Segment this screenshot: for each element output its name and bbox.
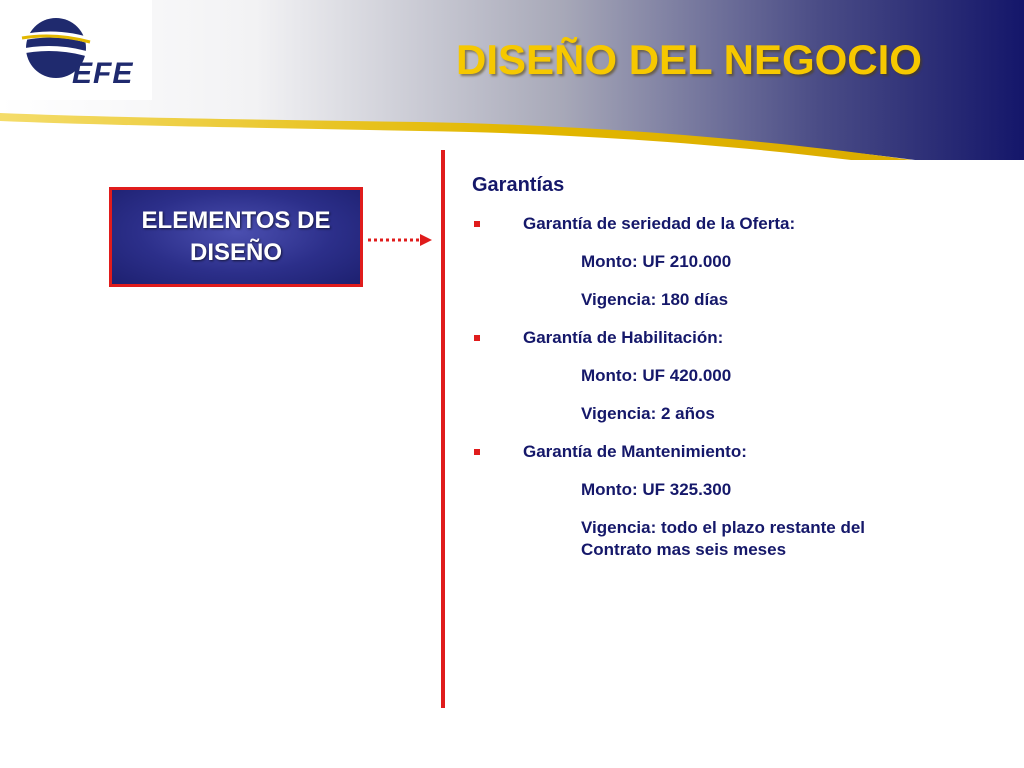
square-bullet-icon — [474, 221, 480, 227]
elements-box-line1: ELEMENTOS DE — [141, 207, 331, 234]
item-detail: Monto: UF 210.000 — [581, 252, 732, 271]
item-detail: Vigencia: 180 días — [581, 290, 729, 309]
list-item — [472, 441, 1002, 479]
item-detail: Monto: UF 420.000 — [581, 366, 732, 385]
elements-box-line2: DISEÑO — [189, 239, 282, 266]
square-bullet-icon — [474, 335, 480, 341]
efe-logo — [0, 0, 152, 100]
item-detail: Monto: UF 325.300 — [581, 480, 732, 499]
content-panel — [472, 174, 1002, 561]
item-detail: Vigencia: 2 años — [581, 404, 715, 423]
dotted-arrow-icon — [366, 228, 436, 252]
page-title: DISEÑO DEL NEGOCIO — [456, 36, 922, 83]
logo-text: EFE — [72, 57, 134, 90]
item-label: Garantía de Habilitación: — [523, 328, 724, 347]
section-title: Garantías — [472, 174, 565, 196]
item-label: Garantía de seriedad de la Oferta: — [523, 214, 796, 233]
elements-box-label — [126, 205, 346, 269]
elements-box — [109, 187, 363, 287]
list-item — [472, 213, 1002, 251]
item-label: Garantía de Mantenimiento: — [523, 442, 747, 461]
list-item — [472, 327, 1002, 365]
item-detail: Vigencia: todo el plazo restante del Contrato mas seis meses — [581, 518, 866, 559]
square-bullet-icon — [474, 449, 480, 455]
vertical-divider — [441, 150, 445, 708]
